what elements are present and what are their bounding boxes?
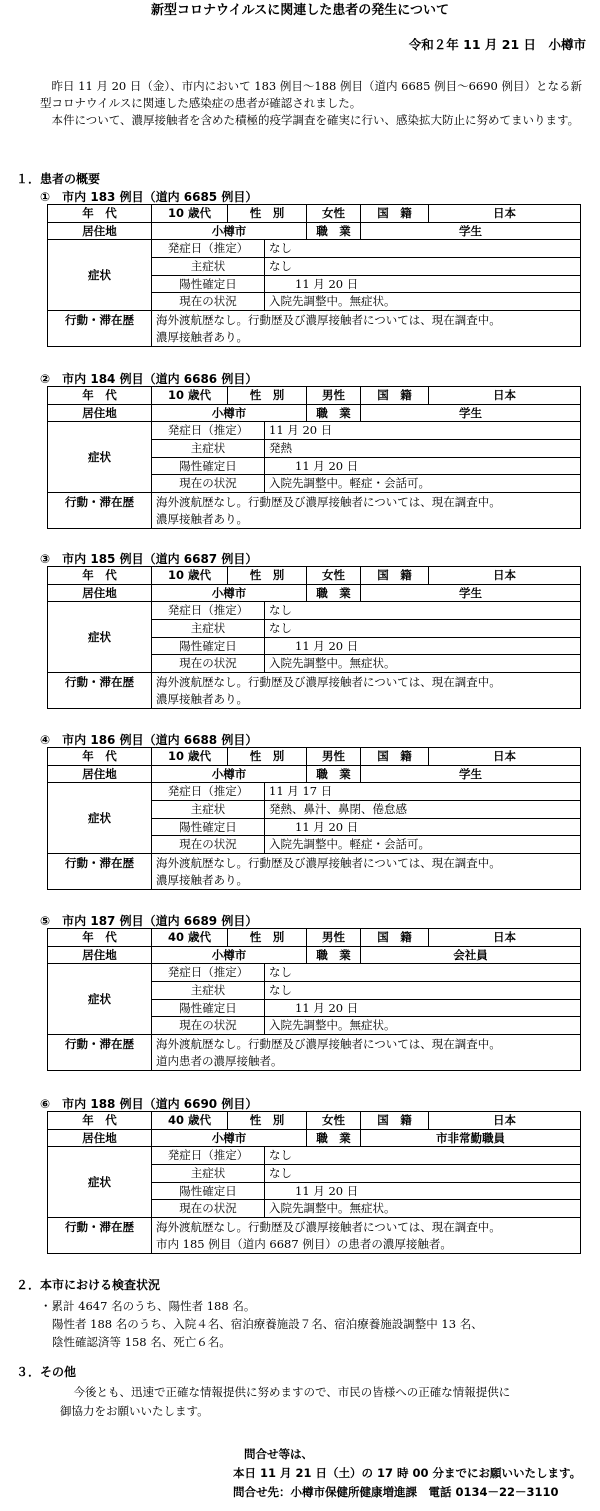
value-status: 入院先調整中。無症状。 <box>265 655 581 673</box>
label-nationality: 国 籍 <box>361 387 429 405</box>
value-onset: 11 月 17 日 <box>265 783 581 801</box>
label-nationality: 国 籍 <box>361 1112 429 1130</box>
value-age: 10 歳代 <box>152 205 228 223</box>
label-main-symptom: 主症状 <box>152 982 265 1000</box>
label-onset: 発症日（推定） <box>152 422 265 440</box>
label-history: 行動・滞在歴 <box>48 1218 152 1254</box>
row-basic <box>48 1112 581 1130</box>
case-table <box>47 1111 581 1254</box>
value-status: 入院先調整中。無症状。 <box>265 1200 581 1218</box>
value-occupation: 学生 <box>361 404 581 422</box>
value-positive-date: 11 月 20 日 <box>265 637 581 655</box>
value-onset: なし <box>265 602 581 620</box>
case-table <box>47 386 581 529</box>
label-symptoms: 症状 <box>48 964 152 1035</box>
case-table <box>47 204 581 347</box>
label-symptoms: 症状 <box>48 240 152 311</box>
value-onset: 11 月 20 日 <box>265 422 581 440</box>
label-occupation: 職 業 <box>307 1129 361 1147</box>
label-onset: 発症日（推定） <box>152 783 265 801</box>
value-age: 40 歳代 <box>152 929 228 947</box>
value-nationality: 日本 <box>429 567 581 585</box>
intro-paragraph-1: 昨日 11 月 20 日（金）、市内において 183 例目～188 例目（道内 6685 例目～6690 例目）となる新型コロナウイルスに関連した感染症の患者が確認されました。 <box>40 79 583 110</box>
value-occupation: 学生 <box>361 584 581 602</box>
contact-deadline: 本日 11 月 21 日（土）の 17 時 00 分までにお願いいたします。 <box>233 1466 582 1480</box>
case-heading: ⑤ 市内 187 例目（道内 6689 例目） <box>40 914 258 928</box>
value-history <box>152 493 581 529</box>
label-main-symptom: 主症状 <box>152 1165 265 1183</box>
value-residence: 小樽市 <box>152 584 307 602</box>
value-nationality: 日本 <box>429 387 581 405</box>
label-occupation: 職 業 <box>307 765 361 783</box>
label-occupation: 職 業 <box>307 946 361 964</box>
label-occupation: 職 業 <box>307 584 361 602</box>
contact-info <box>0 1445 586 1502</box>
history-line: 濃厚接触者あり。 <box>156 511 248 526</box>
label-history: 行動・滞在歴 <box>48 311 152 347</box>
case-table <box>47 566 581 709</box>
issue-date: 令和２年 11 月 21 日 小樽市 <box>408 37 586 52</box>
history-line: 市内 185 例目（道内 6687 例目）の患者の濃厚接触者。 <box>156 1236 452 1251</box>
row-basic <box>48 748 581 766</box>
value-sex: 女性 <box>307 1112 361 1130</box>
label-onset: 発症日（推定） <box>152 964 265 982</box>
case-table <box>47 747 581 890</box>
other-note-line: 今後とも、迅速で正確な情報提供に努めますので、市民の皆様への正確な情報提供に <box>73 1385 511 1399</box>
row-residence <box>48 222 581 240</box>
label-residence: 居住地 <box>48 765 152 783</box>
label-sex: 性 別 <box>228 929 307 947</box>
value-sex: 女性 <box>307 567 361 585</box>
section-2-title: ２．本市における検査状況 <box>16 1278 161 1292</box>
value-residence: 小樽市 <box>152 222 307 240</box>
label-history: 行動・滞在歴 <box>48 1035 152 1071</box>
value-main-symptom: なし <box>265 982 581 1000</box>
label-history: 行動・滞在歴 <box>48 493 152 529</box>
row-basic <box>48 387 581 405</box>
label-status: 現在の状況 <box>152 293 265 311</box>
label-sex: 性 別 <box>228 387 307 405</box>
value-age: 10 歳代 <box>152 748 228 766</box>
label-status: 現在の状況 <box>152 655 265 673</box>
label-symptoms: 症状 <box>48 1147 152 1218</box>
row-residence <box>48 946 581 964</box>
value-occupation: 市非常勤職員 <box>361 1129 581 1147</box>
row-onset <box>48 602 581 620</box>
label-symptoms: 症状 <box>48 422 152 493</box>
label-sex: 性 別 <box>228 567 307 585</box>
value-positive-date: 11 月 20 日 <box>265 457 581 475</box>
value-residence: 小樽市 <box>152 946 307 964</box>
case-heading: ② 市内 184 例目（道内 6686 例目） <box>40 372 258 386</box>
value-status: 入院先調整中。軽症・会話可。 <box>265 475 581 493</box>
value-onset: なし <box>265 240 581 258</box>
value-positive-date: 11 月 20 日 <box>265 1182 581 1200</box>
other-notes <box>62 1383 582 1421</box>
value-nationality: 日本 <box>429 748 581 766</box>
case-heading: ⑥ 市内 188 例目（道内 6690 例目） <box>40 1097 258 1111</box>
label-status: 現在の状況 <box>152 1200 265 1218</box>
row-basic <box>48 929 581 947</box>
label-onset: 発症日（推定） <box>152 602 265 620</box>
value-history <box>152 673 581 709</box>
value-status: 入院先調整中。無症状。 <box>265 1017 581 1035</box>
value-residence: 小樽市 <box>152 404 307 422</box>
value-age: 10 歳代 <box>152 567 228 585</box>
other-note-line: 御協力をお願いいたします。 <box>60 1404 209 1418</box>
history-line: 海外渡航歴なし。行動歴及び濃厚接触者については、現在調査中。 <box>156 312 501 327</box>
label-residence: 居住地 <box>48 404 152 422</box>
row-onset <box>48 240 581 258</box>
history-line: 海外渡航歴なし。行動歴及び濃厚接触者については、現在調査中。 <box>156 1219 501 1234</box>
value-status: 入院先調整中。無症状。 <box>265 293 581 311</box>
label-nationality: 国 籍 <box>361 748 429 766</box>
row-basic <box>48 567 581 585</box>
test-status-line: ・累計 4647 名のうち、陽性者 188 名。 <box>40 1299 256 1313</box>
history-line: 濃厚接触者あり。 <box>156 329 248 344</box>
row-onset <box>48 964 581 982</box>
value-positive-date: 11 月 20 日 <box>265 999 581 1017</box>
label-symptoms: 症状 <box>48 602 152 673</box>
value-occupation: 学生 <box>361 222 581 240</box>
label-residence: 居住地 <box>48 584 152 602</box>
value-main-symptom: なし <box>265 1165 581 1183</box>
page-title: 新型コロナウイルスに関連した患者の発生について <box>151 3 449 18</box>
value-occupation: 学生 <box>361 765 581 783</box>
test-status-line: 陰性確認済等 158 名、死亡６名。 <box>52 1335 231 1349</box>
label-occupation: 職 業 <box>307 222 361 240</box>
value-onset: なし <box>265 964 581 982</box>
row-onset <box>48 783 581 801</box>
value-positive-date: 11 月 20 日 <box>265 818 581 836</box>
section-3-title: ３．その他 <box>16 1365 77 1379</box>
label-symptoms: 症状 <box>48 783 152 854</box>
value-sex: 男性 <box>307 387 361 405</box>
value-history <box>152 854 581 890</box>
value-residence: 小樽市 <box>152 765 307 783</box>
test-status-line: 陽性者 188 名のうち、入院４名、宿泊療養施設７名、宿泊療養施設調整中 13 名、 <box>52 1317 483 1331</box>
value-nationality: 日本 <box>429 929 581 947</box>
section-1-title: １．患者の概要 <box>16 172 101 186</box>
row-onset <box>48 1147 581 1165</box>
label-nationality: 国 籍 <box>361 205 429 223</box>
label-sex: 性 別 <box>228 205 307 223</box>
value-main-symptom: 発熱、鼻汁、鼻閉、倦怠感 <box>265 801 581 819</box>
value-status: 入院先調整中。軽症・会話可。 <box>265 836 581 854</box>
label-onset: 発症日（推定） <box>152 1147 265 1165</box>
value-positive-date: 11 月 20 日 <box>265 275 581 293</box>
label-age: 年 代 <box>48 929 152 947</box>
label-positive-date: 陽性確定日 <box>152 457 265 475</box>
value-sex: 男性 <box>307 748 361 766</box>
row-residence <box>48 1129 581 1147</box>
label-residence: 居住地 <box>48 1129 152 1147</box>
value-main-symptom: なし <box>265 258 581 276</box>
value-age: 10 歳代 <box>152 387 228 405</box>
case-heading: ③ 市内 185 例目（道内 6687 例目） <box>40 552 258 566</box>
label-onset: 発症日（推定） <box>152 240 265 258</box>
value-sex: 男性 <box>307 929 361 947</box>
value-nationality: 日本 <box>429 205 581 223</box>
history-line: 海外渡航歴なし。行動歴及び濃厚接触者については、現在調査中。 <box>156 674 501 689</box>
label-positive-date: 陽性確定日 <box>152 999 265 1017</box>
label-positive-date: 陽性確定日 <box>152 637 265 655</box>
label-occupation: 職 業 <box>307 404 361 422</box>
row-onset <box>48 422 581 440</box>
label-main-symptom: 主症状 <box>152 440 265 458</box>
label-age: 年 代 <box>48 387 152 405</box>
row-history <box>48 311 581 347</box>
value-residence: 小樽市 <box>152 1129 307 1147</box>
contact-office: 問合せ先：小樽市保健所健康増進課 電話 0134－22－3110 <box>233 1485 559 1499</box>
label-residence: 居住地 <box>48 222 152 240</box>
label-sex: 性 別 <box>228 748 307 766</box>
value-history <box>152 311 581 347</box>
value-nationality: 日本 <box>429 1112 581 1130</box>
intro <box>40 78 590 129</box>
label-main-symptom: 主症状 <box>152 801 265 819</box>
row-history <box>48 493 581 529</box>
row-history <box>48 1035 581 1071</box>
label-age: 年 代 <box>48 1112 152 1130</box>
value-main-symptom: なし <box>265 620 581 638</box>
value-onset: なし <box>265 1147 581 1165</box>
label-age: 年 代 <box>48 567 152 585</box>
row-residence <box>48 765 581 783</box>
row-history <box>48 673 581 709</box>
label-history: 行動・滞在歴 <box>48 854 152 890</box>
value-age: 40 歳代 <box>152 1112 228 1130</box>
label-sex: 性 別 <box>228 1112 307 1130</box>
label-positive-date: 陽性確定日 <box>152 1182 265 1200</box>
label-positive-date: 陽性確定日 <box>152 275 265 293</box>
history-line: 道内患者の濃厚接触者。 <box>156 1053 283 1068</box>
history-line: 海外渡航歴なし。行動歴及び濃厚接触者については、現在調査中。 <box>156 494 501 509</box>
intro-paragraph-2: 本件について、濃厚接触者を含めた積極的疫学調査を確実に行い、感染拡大防止に努めてまいります。 <box>51 113 580 127</box>
test-status <box>40 1297 582 1351</box>
value-sex: 女性 <box>307 205 361 223</box>
value-history <box>152 1035 581 1071</box>
label-positive-date: 陽性確定日 <box>152 818 265 836</box>
row-residence <box>48 404 581 422</box>
value-main-symptom: 発熱 <box>265 440 581 458</box>
label-status: 現在の状況 <box>152 836 265 854</box>
history-line: 濃厚接触者あり。 <box>156 691 248 706</box>
row-residence <box>48 584 581 602</box>
case-table <box>47 928 581 1071</box>
row-history <box>48 854 581 890</box>
history-line: 海外渡航歴なし。行動歴及び濃厚接触者については、現在調査中。 <box>156 1036 501 1051</box>
label-status: 現在の状況 <box>152 1017 265 1035</box>
case-heading: ④ 市内 186 例目（道内 6688 例目） <box>40 733 258 747</box>
label-nationality: 国 籍 <box>361 567 429 585</box>
label-history: 行動・滞在歴 <box>48 673 152 709</box>
value-history <box>152 1218 581 1254</box>
contact-intro: 問合せ等は、 <box>244 1447 313 1461</box>
history-line: 濃厚接触者あり。 <box>156 872 248 887</box>
history-line: 海外渡航歴なし。行動歴及び濃厚接触者については、現在調査中。 <box>156 855 501 870</box>
label-main-symptom: 主症状 <box>152 258 265 276</box>
label-age: 年 代 <box>48 748 152 766</box>
row-history <box>48 1218 581 1254</box>
row-basic <box>48 205 581 223</box>
label-nationality: 国 籍 <box>361 929 429 947</box>
case-heading: ① 市内 183 例目（道内 6685 例目） <box>40 190 258 204</box>
value-occupation: 会社員 <box>361 946 581 964</box>
label-main-symptom: 主症状 <box>152 620 265 638</box>
label-status: 現在の状況 <box>152 475 265 493</box>
label-residence: 居住地 <box>48 946 152 964</box>
label-age: 年 代 <box>48 205 152 223</box>
